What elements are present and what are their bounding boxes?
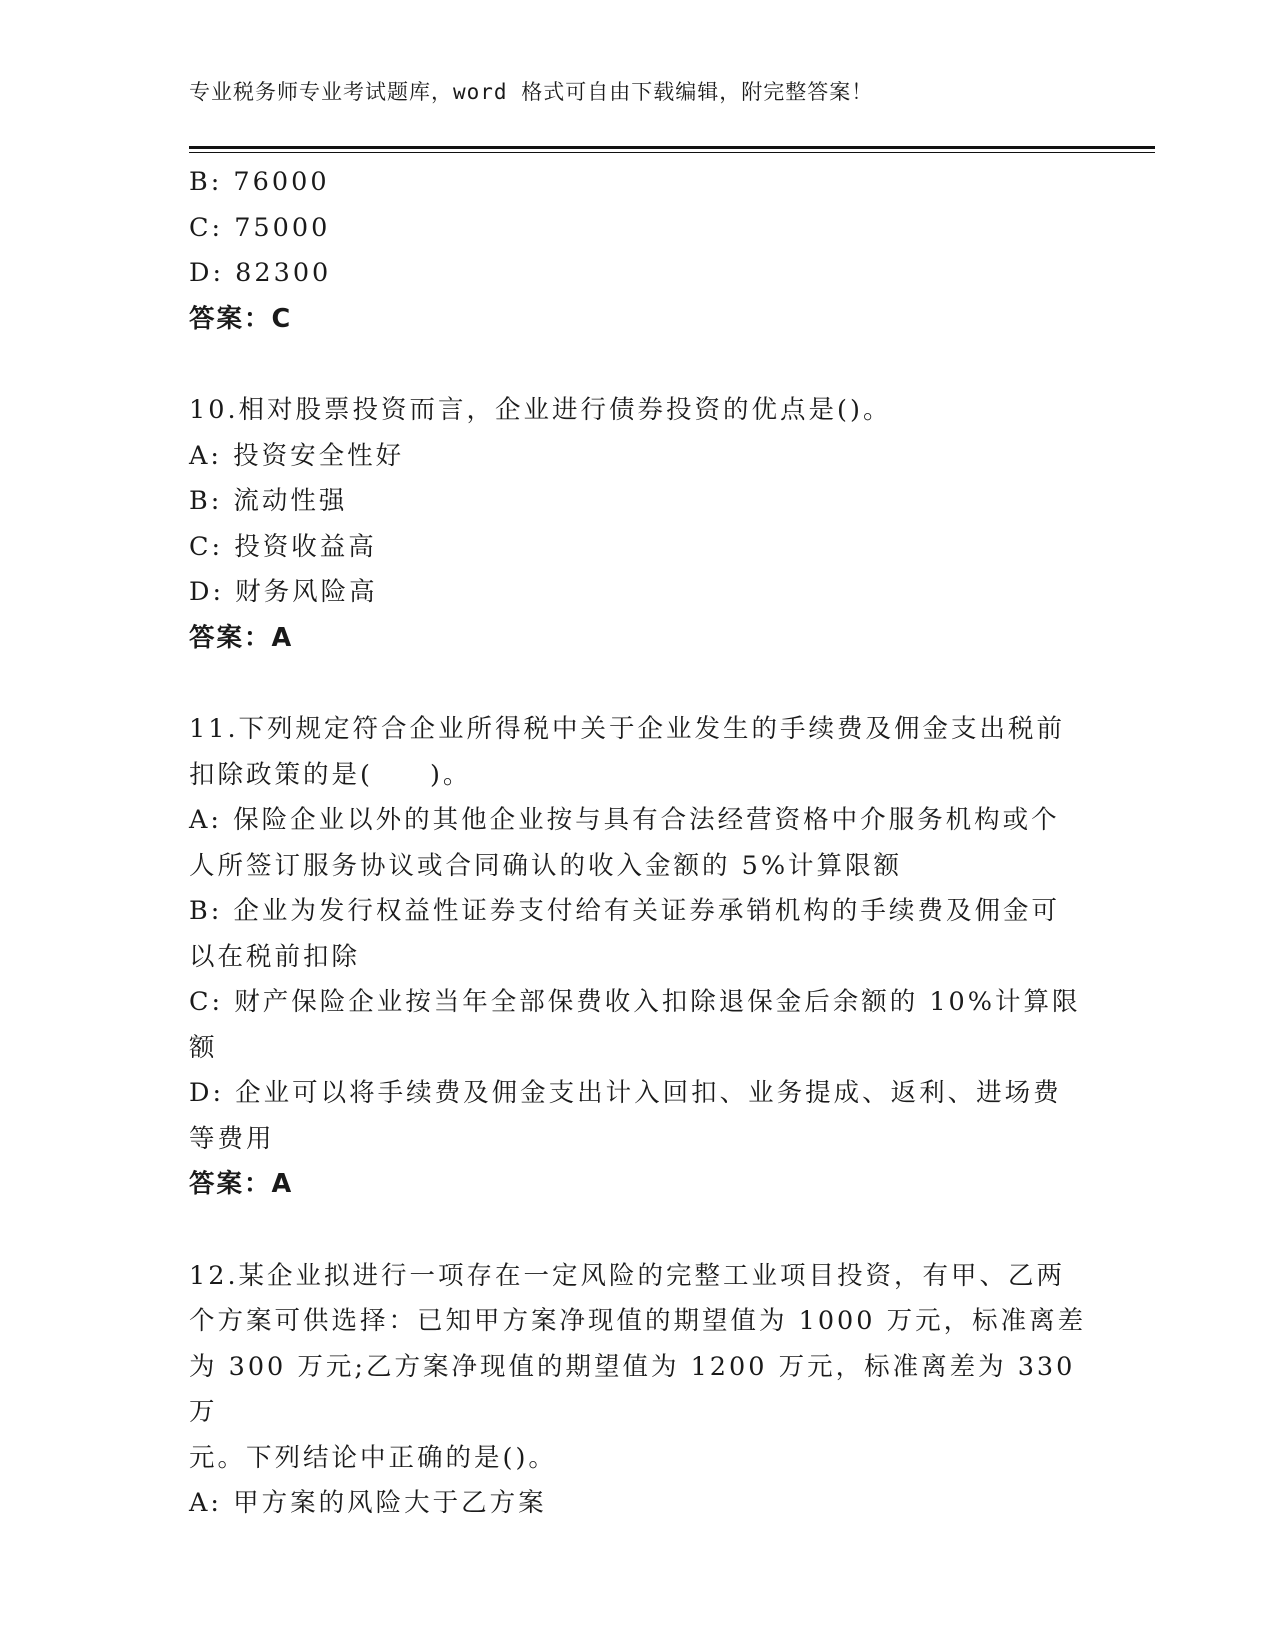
option-c: C: 投资收益高 [189, 531, 377, 562]
page-header: 专业税务师专业考试题库，word 格式可自由下载编辑，附完整答案！ [189, 80, 874, 104]
option-c-line: 额 [189, 1032, 218, 1063]
question-stem-line: 扣除政策的是( )。 [189, 759, 472, 790]
option-b: B: 76000 [189, 167, 330, 197]
spacer [189, 1208, 1089, 1254]
question-9-tail [189, 160, 1089, 342]
option-d-line: 等费用 [189, 1123, 275, 1154]
question-12 [189, 1254, 1089, 1527]
spacer [189, 661, 1089, 707]
header-rule-thin [189, 152, 1155, 153]
option-c: C: 75000 [189, 212, 331, 243]
question-stem-line: 12.某企业拟进行一项存在一定风险的完整工业项目投资，有甲、乙两 [189, 1260, 1066, 1291]
option-d: D: 财务风险高 [189, 577, 378, 607]
question-stem-line: 个方案可供选择：已知甲方案净现值的期望值为 1000 万元，标准离差 [189, 1306, 1087, 1336]
option-c-line: C: 财产保险企业按当年全部保费收入扣除退保金后余额的 10%计算限 [189, 987, 1081, 1017]
answer: 答案：A [189, 622, 294, 653]
question-11 [189, 707, 1089, 1208]
question-stem-line: 为 300 万元;乙方案净现值的期望值为 1200 万元，标准离差为 330 万 [189, 1351, 1087, 1427]
document-body [189, 160, 1089, 1527]
option-d: D: 82300 [189, 258, 332, 288]
option-b-line: 以在税前扣除 [189, 941, 361, 972]
header-rule-thick [189, 146, 1155, 149]
option-a-line: 人所签订服务协议或合同确认的收入金额的 5%计算限额 [189, 850, 903, 881]
option-b-line: B: 企业为发行权益性证券支付给有关证券承销机构的手续费及佣金可 [189, 896, 1060, 926]
answer: 答案：A [189, 1169, 294, 1199]
option-a: A: 甲方案的风险大于乙方案 [189, 1488, 547, 1518]
question-10 [189, 388, 1089, 661]
option-a: A: 投资安全性好 [189, 440, 405, 471]
spacer [189, 342, 1089, 388]
option-d-line: D: 企业可以将手续费及佣金支出计入回扣、业务提成、返利、进场费 [189, 1078, 1062, 1108]
answer: 答案：C [189, 303, 293, 334]
question-stem-line: 11.下列规定符合企业所得税中关于企业发生的手续费及佣金支出税前 [189, 714, 1066, 744]
question-stem: 10.相对股票投资而言，企业进行债券投资的优点是()。 [189, 395, 892, 425]
option-a-line: A: 保险企业以外的其他企业按与具有合法经营资格中介服务机构或个 [189, 805, 1060, 835]
question-stem-line: 元。下列结论中正确的是()。 [189, 1442, 557, 1473]
option-b: B: 流动性强 [189, 486, 348, 516]
